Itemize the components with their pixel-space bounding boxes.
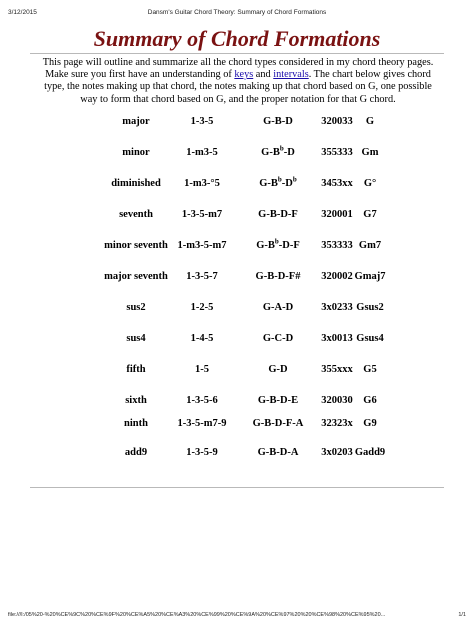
chord-notes: G-C-D [262, 333, 294, 344]
intro-text-1: This page will outline and summarize all the chord types considered in my chord theory pages. Make sure you first have an understanding of [42, 57, 434, 81]
chord-formula: 1-3-5-m7-9 [177, 418, 227, 429]
chord-type: sixth [125, 395, 147, 406]
chord-notes: G-A-D [262, 302, 294, 313]
chord-formula: 1-5 [195, 364, 209, 375]
chord-type: add9 [124, 447, 148, 458]
chord-formula: 1-3-5 [190, 116, 214, 127]
chord-type: minor seventh [104, 240, 168, 251]
chord-row-sus2 [0, 302, 474, 316]
chord-fingering: 320002 [321, 271, 353, 282]
chord-formula: 1-4-5 [190, 333, 214, 344]
chord-fingering: 355xxx [321, 364, 353, 375]
chord-formula: 1-3-5-m7 [181, 209, 223, 220]
chord-row-sixth [0, 395, 474, 409]
flat-sign: b [274, 237, 279, 246]
chord-notes: G-B-D-F-A [252, 418, 304, 429]
chord-notation: G9 [363, 418, 377, 429]
keys-link[interactable]: keys [234, 69, 254, 81]
chord-formula: 1-3-5-9 [186, 447, 218, 458]
chord-row-fifth [0, 364, 474, 378]
chord-type: sus2 [126, 302, 146, 313]
notes-part: G-B [256, 240, 275, 251]
chord-row-minor-seventh [0, 237, 474, 254]
chord-row-major-seventh [0, 271, 474, 285]
print-header [0, 9, 474, 19]
chord-row-ninth [0, 418, 474, 432]
notes-part: G-B [259, 178, 278, 189]
chord-row-major [0, 116, 474, 130]
chord-type: ninth [124, 418, 148, 429]
chord-type: diminished [111, 178, 161, 189]
chord-notes: G-B-D-F [258, 209, 298, 220]
chord-type: sus4 [126, 333, 146, 344]
chord-notes: G-B-D-E [257, 395, 299, 406]
chord-type: major [122, 116, 150, 127]
print-page-number: 1/1 [458, 612, 466, 618]
flat-sign: b [279, 144, 284, 153]
chord-notes: G-D [268, 364, 288, 375]
intro-text-3: . The chart below gives chord type, the notes making up that chord, the notes making up that chord based on G, one possible way to form that chord based on G, and the proper notation for that G chord. [44, 69, 432, 105]
chord-row-diminished [0, 175, 474, 192]
chord-type: fifth [126, 364, 146, 375]
chord-fingering: 320033 [321, 116, 353, 127]
chord-type: minor [122, 147, 150, 158]
chord-row-minor [0, 144, 474, 161]
chord-notation: Gmaj7 [354, 271, 386, 282]
chord-row-sus4 [0, 333, 474, 347]
chord-notation: G5 [363, 364, 377, 375]
notes-part: G-B [261, 147, 280, 158]
chord-notation: Gsus4 [356, 333, 384, 344]
chord-notes: G-B-D-A [257, 447, 299, 458]
chord-fingering: 320001 [321, 209, 353, 220]
chord-type: seventh [119, 209, 153, 220]
print-footer [0, 612, 474, 622]
print-date: 3/12/2015 [8, 9, 37, 16]
divider-top [30, 53, 444, 54]
chord-notation: G° [363, 178, 377, 189]
chord-fingering: 3x0203 [321, 447, 353, 458]
flat-sign: b [277, 175, 282, 184]
chord-formula: 1-m3-°5 [184, 178, 220, 189]
chord-formula: 1-3-5-6 [186, 395, 218, 406]
chord-formula: 1-3-5-7 [186, 271, 218, 282]
chord-notes: G-B-D [263, 116, 293, 127]
notes-part: -D [281, 178, 293, 189]
chord-fingering: 32323x [321, 418, 353, 429]
intro-text-2: and [253, 69, 274, 81]
chord-fingering: 320030 [321, 395, 353, 406]
chord-notation: Gadd9 [354, 447, 386, 458]
chord-notation: Gm7 [358, 240, 382, 251]
chord-fingering: 3x0013 [321, 333, 353, 344]
chord-formula: 1-m3-5-m7 [177, 240, 227, 251]
chord-row-seventh [0, 209, 474, 223]
chord-notes: G-B-D-F# [255, 271, 301, 282]
chord-fingering: 353333 [321, 240, 353, 251]
chord-formula: 1-2-5 [190, 302, 214, 313]
chord-fingering: 355333 [321, 147, 353, 158]
divider-bottom [30, 487, 444, 488]
notes-part: -D-F [278, 240, 300, 251]
print-url: file:///I:/05%20-%20%CE%9C%20%CE%9F%20%CE%A5%20%CE%A3%20%CE%99%20%CE%9A%20%CE%97%20%20%CE%98%20%CE%95%20... [8, 612, 386, 618]
chord-notation: G6 [363, 395, 377, 406]
flat-sign: b [292, 175, 297, 184]
chord-fingering: 3453xx [321, 178, 353, 189]
chord-notation: G7 [363, 209, 377, 220]
chord-row-add9 [0, 447, 474, 461]
page-title: Summary of Chord Formations [93, 26, 381, 51]
chord-fingering: 3x0233 [321, 302, 353, 313]
chord-notation: Gsus2 [356, 302, 384, 313]
intervals-link[interactable]: intervals [273, 69, 309, 81]
intro-paragraph [40, 57, 436, 106]
chord-notation: Gm [361, 147, 379, 158]
chord-notation: G [365, 116, 375, 127]
notes-part: -D [283, 147, 295, 158]
chord-type: major seventh [104, 271, 168, 282]
chord-formula: 1-m3-5 [186, 147, 218, 158]
print-page-title: Dansm's Guitar Chord Theory: Summary of Chord Formations [147, 9, 327, 16]
